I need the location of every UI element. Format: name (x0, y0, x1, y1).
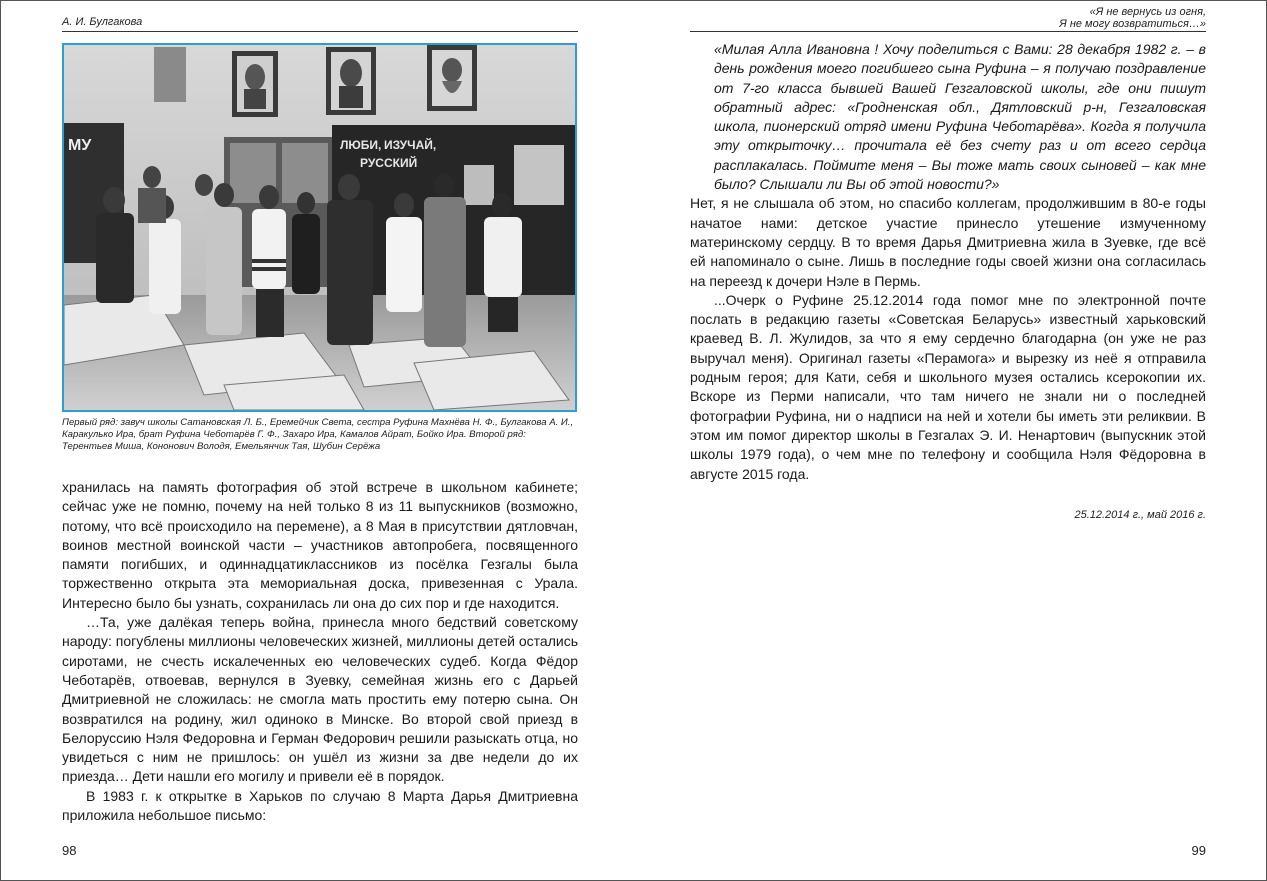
poster-text-2: ИЗУЧАЙ, (384, 138, 437, 152)
class-photo-illustration (64, 45, 575, 410)
left-header-rule (62, 31, 578, 32)
right-paragraph-2: ...Очерк о Руфине 25.12.2014 года помог мне по электронной почте послать в редакцию газеты «Советская Беларусь» известный харьковский краевед В. Л. Жулидов, за что я ему сердечно благодарна (он уже не раз выручал меня). Оригинал газеты «Перамога» и вырезку из неё я отправила родным героя; для Кати, себя и школьного музея остались ксерокопии их. Вскоре из Перми написали, что там ничего не знали ни о последней фотографии Руфина, ни о надписи на ней и хотели бы иметь эти реликвии. В этом им помог директор школы в Гезгалах Э. И. Ненартович (выпускник этой школы 1979 года), о чем мне по телефону и сообщила Нэля Фёдоровна в августе 2015 года. (690, 291, 1206, 482)
right-running-head-line2: Я не могу возвратиться…» (1059, 18, 1206, 30)
right-paragraph-1: Нет, я не слышала об этом, но спасибо коллегам, продолжившим в 80-е годы начатое нами: детское участие принесло утешение измученному материнскому сердцу. В то время Дарья Дмитриевна жила в Зуевке, где всё ей напоминало о сыне. Лишь в последние годы своей жизни она согласилась на переезд к дочери Нэле в Пермь. (690, 195, 1206, 289)
left-running-head: А. И. Булгакова (62, 16, 143, 28)
left-paragraph-1: хранилась на память фотография об этой встрече в школьном кабинете; сейчас уже не помню, почему на ней только 8 из 11 выпускников (возможно, потому, что всё происходило на перемене), а 8 Мая в присутствии дятловчан, воинов местной воинской части – участников автопробега, посвященного памяти погибших, и одиннадцатиклассников из посёлка Гезгалы была торжественно открыта эта мемориальная доска, привезенная с Урала. Интересно было бы узнать, сохранилась ли она до сих пор и где находится. (62, 479, 578, 611)
portrait-left (232, 51, 278, 117)
class-photo (62, 43, 577, 412)
page-number-right: 99 (1191, 843, 1206, 858)
portrait-center (326, 47, 376, 115)
poster-text-1: ЛЮБИ, (340, 138, 382, 152)
side-sign: МУ (68, 137, 92, 154)
right-header-rule (690, 31, 1206, 32)
poster-text-3: РУССКИЙ (360, 156, 418, 170)
right-body-text (690, 40, 1206, 484)
photo-caption: Первый ряд: завуч школы Сатановская Л. Б., Еремейчик Света, сестра Руфина Махнёва Н. Ф., Булгакова А. И., Каракулько Ира, брат Руфина Чеботарёв Г. Ф., Захаро Ира, Камалов Айрат, Бойко Ира. Второй ряд: Терентьев Миша, Кононович Володя, Емельянчик Тая, Шубин Серёжа (62, 417, 574, 452)
right-running-head-line1: «Я не вернусь из огня, (1089, 6, 1206, 18)
left-paragraph-2: …Та, уже далёкая теперь война, принесла много бедствий советскому народу: погублены миллионы человеческих жизней, миллионы детей остались сиротами, не счесть искалеченных ею человеческих судеб. Когда Фёдор Чеботарёв, отвоевав, вернулся в Зуевку, семейная жизнь его с Дарьей Дмитриевной не сложилась: не смогла мать простить ему потерю сына. Он возвратился на родину, жил одиноко в Минске. Во второй свой приезд в Белоруссию Нэля Федоровна и Герман Федорович решили разыскать отца, но увидеться с ним не пришлось: он ушёл из жизни за две недели до их приезда… Дети нашли его могилу и привели её в порядок. (62, 614, 578, 785)
left-paragraph-3: В 1983 г. к открытке в Харьков по случаю 8 Марта Дарья Дмитриевна приложила небольшое письмо: (62, 787, 578, 824)
portrait-right (427, 45, 477, 111)
letter-quote: «Милая Алла Ивановна ! Хочу поделиться с Вами: 28 декабря 1982 г. – в день рождения моего погибшего сына Руфина – я получаю поздравление от 7-го класса бывшей Вашей Гезгаловской школы, где они пишут обратный адрес: «Гродненская обл., Дятловский р-н, Гезгаловская школа, пионерский отряд имени Руфина Чеботарёва». Когда я получила эту открыточку… прочитала её без счету раз и от всего сердца расплакалась. Поймите меня – Вы тоже мать своих сыновей – как мне было? Слышали ли Вы об этой новости?» (714, 41, 1206, 193)
right-running-head (1059, 6, 1206, 30)
left-body-text (62, 478, 578, 825)
date-line: 25.12.2014 г., май 2016 г. (1074, 509, 1206, 521)
page-number-left: 98 (62, 843, 77, 858)
wall-vent (154, 47, 186, 102)
